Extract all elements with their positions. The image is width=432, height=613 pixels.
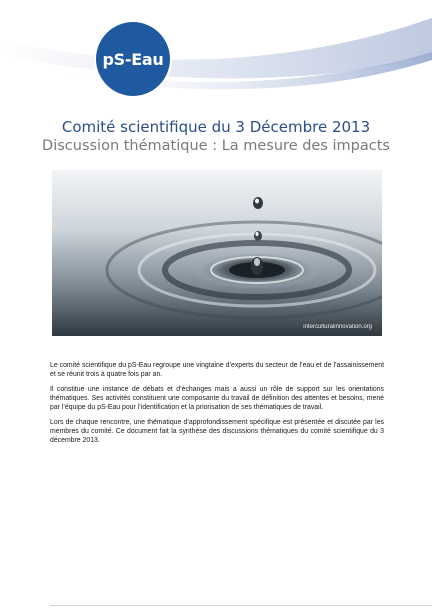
paragraph: Il constitue une instance de débats et d’échanges mais a aussi un rôle de support sur les orientations thématiques. Ses activités constituent une composante du travail de définition des attentes et besoins, mené par l’équipe du pS-Eau pour l’identification et la priorisation de ses thématiques de travail. xyxy=(50,386,384,411)
header-wave-decoration xyxy=(0,0,432,110)
paragraph: Lors de chaque rencontre, une thématique d’approfondissement spécifique est présentée et discutée par les membres du comité. Ce document fait la synthèse des discussions thématiques du comité scientifique du 3 décembre 2013. xyxy=(50,419,384,444)
paragraph: Le comité scientifique du pS-Eau regroupe une vingtaine d’experts du secteur de l’eau et de l’assainissement et se réunit trois à quatre fois par an. xyxy=(50,362,384,378)
document-title: Comité scientifique du 3 Décembre 2013 xyxy=(61,118,371,136)
logo-text: pS-Eau xyxy=(102,49,164,69)
photo-credit: interculturalinnovation.org xyxy=(303,324,372,330)
intro-text xyxy=(50,361,384,451)
document-subtitle: Discussion thématique : La mesure des impacts xyxy=(42,138,390,154)
pseau-logo xyxy=(96,22,170,96)
footer-divider xyxy=(50,605,432,606)
water-drop-photo xyxy=(52,170,382,336)
